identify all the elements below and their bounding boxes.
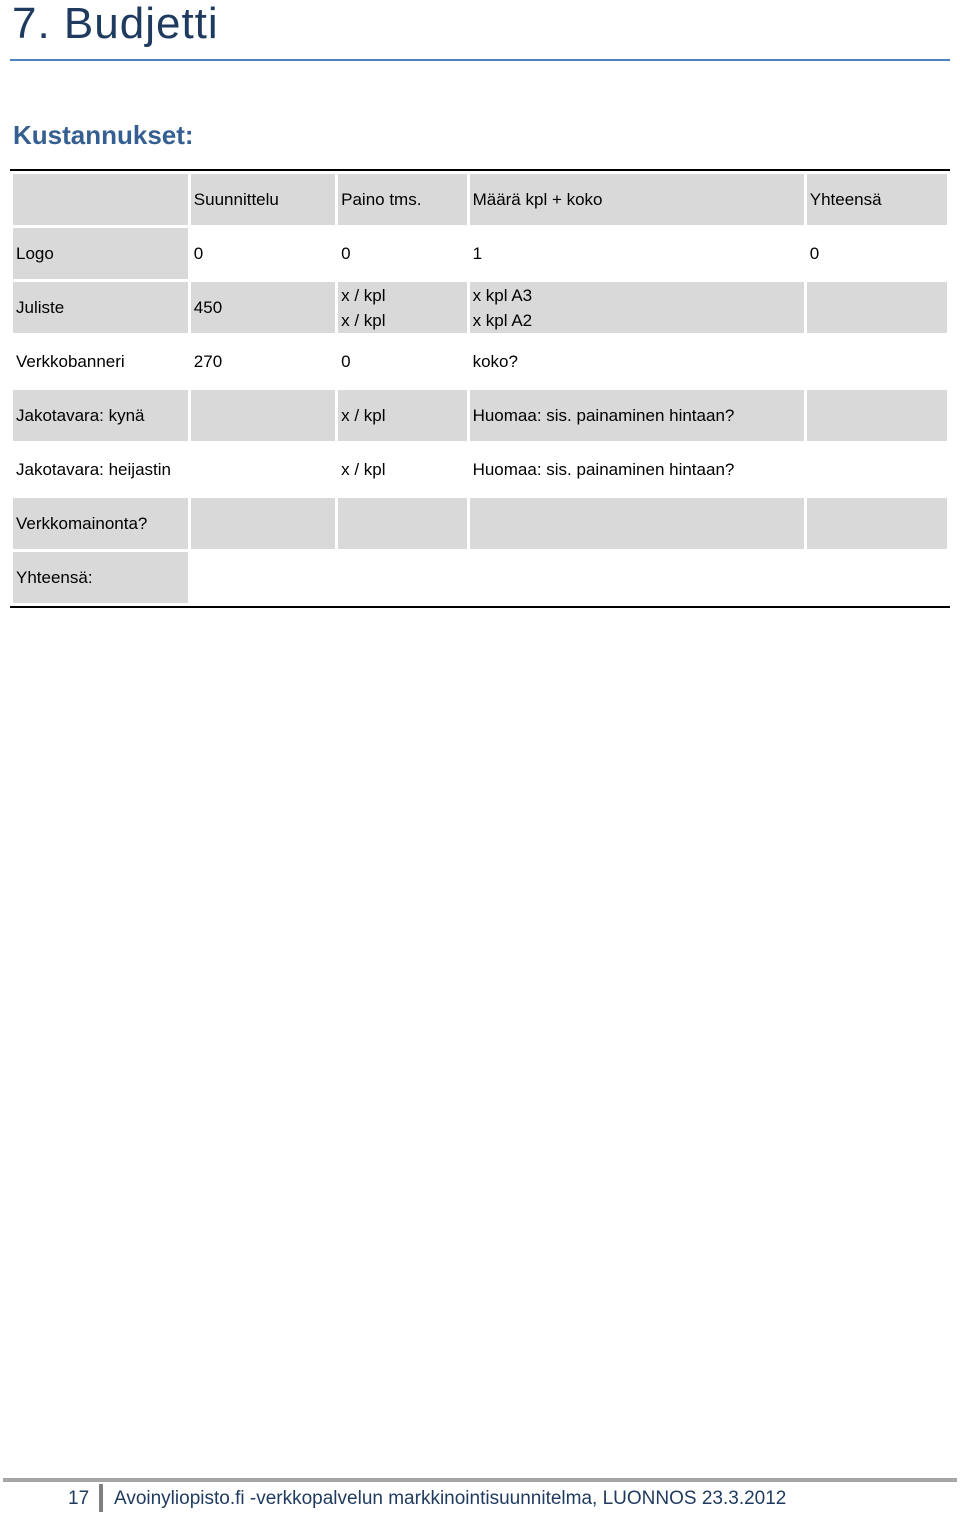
table-row [13,390,947,441]
table-row [13,336,947,387]
table-row [13,552,947,603]
table-cell: 1 [470,228,804,279]
header-cell [13,174,188,225]
footer-rule [3,1478,957,1482]
header-cell: Yhteensä [807,174,947,225]
table-row [13,228,947,279]
table-cell [807,390,947,441]
table-cell [470,552,804,603]
footer-separator [99,1484,103,1512]
header-cell: Suunnittelu [191,174,335,225]
table-cell: koko? [470,336,804,387]
title-rule [10,59,950,61]
table-cell [807,444,947,495]
table-header-row [13,174,947,225]
table-cell: 0 [338,336,466,387]
table-cell: Yhteensä: [13,552,188,603]
table-cell: Jakotavara: kynä [13,390,188,441]
table-cell [191,498,335,549]
table-cell: 0 [338,228,466,279]
table-cell: 270 [191,336,335,387]
table-cell [191,444,335,495]
table-cell: Juliste [13,282,188,333]
table-cell: Jakotavara: heijastin [13,444,188,495]
table-cell: x / kpl [338,444,466,495]
table-cell [470,498,804,549]
footer-text: Avoinyliopisto.fi -verkkopalvelun markkinointisuunnitelma, LUONNOS 23.3.2012 [114,1488,787,1509]
table-cell [807,336,947,387]
table-row [13,498,947,549]
table-row [13,282,947,333]
table-cell: 450 [191,282,335,333]
section-heading: Kustannukset: [13,120,194,150]
header-cell: Määrä kpl + koko [470,174,804,225]
page-title: 7. Budjetti [12,0,219,48]
table-cell: Huomaa: sis. painaminen hintaan? [470,444,804,495]
footer-page-number: 17 [68,1488,90,1509]
header-cell: Paino tms. [338,174,466,225]
table-cell: 0 [191,228,335,279]
table-row [13,444,947,495]
table-cell: 0 [807,228,947,279]
table-cell [191,390,335,441]
table-cell: Verkkobanneri [13,336,188,387]
table-cell: Verkkomainonta? [13,498,188,549]
table-cell [338,552,466,603]
table-cell [807,498,947,549]
table-cell: x / kpl [338,390,466,441]
table-cell [807,552,947,603]
table-cell [338,498,466,549]
table-cell [191,552,335,603]
table-cell: Logo [13,228,188,279]
table-cell [807,282,947,333]
table-cell multiline: x / kpl x / kpl [338,282,466,333]
table-cell: Huomaa: sis. painaminen hintaan? [470,390,804,441]
cost-table [10,169,950,608]
table-cell multiline: x kpl A3 x kpl A2 [470,282,804,333]
